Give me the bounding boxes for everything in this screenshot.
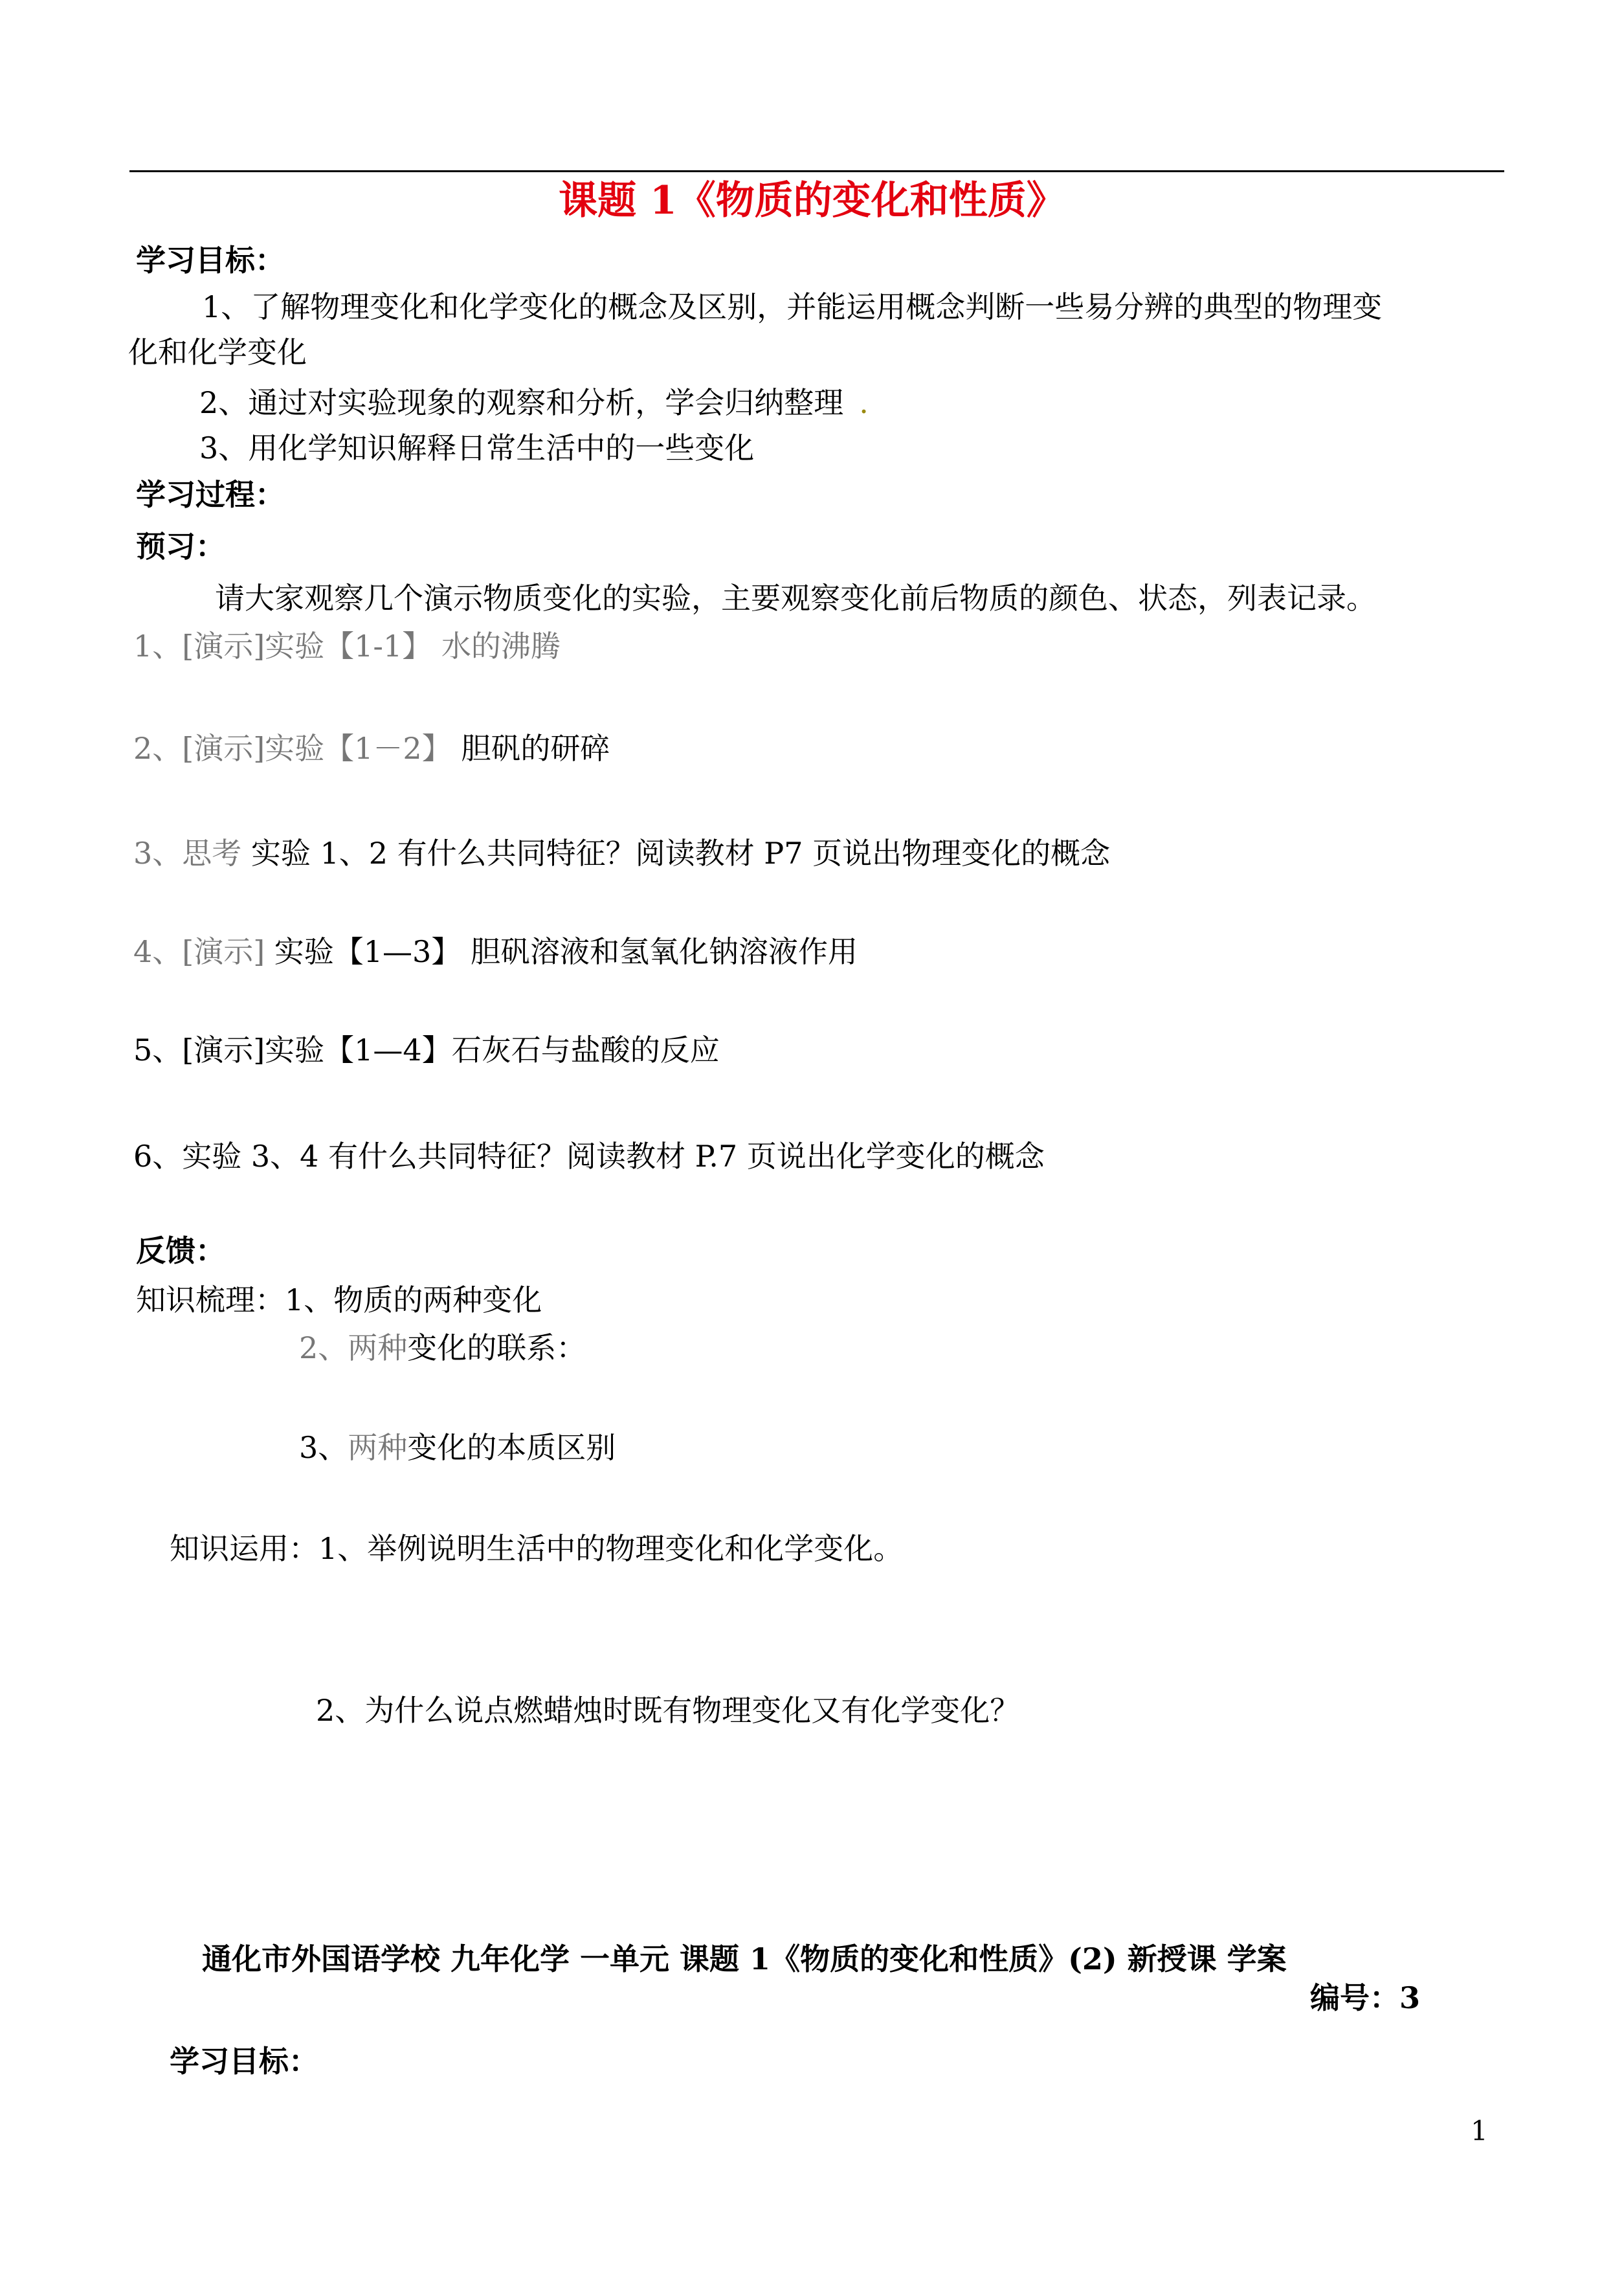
footer-header-line: 通化市外国语学校 九年化学 一单元 课题 1《物质的变化和性质》(2) 新授课 学案 [202,1941,1287,1976]
feedback-heading: 反馈： [136,1233,225,1268]
page-number: 1 [1471,2115,1488,2147]
knowledge-3-text: 变化的本质区别 [407,1430,616,1465]
application-1: 知识运用：1、举例说明生活中的物理变化和化学变化。 [170,1531,904,1566]
objective-3: 3、用化学知识解释日常生活中的一些变化 [199,431,755,465]
knowledge-3-gray: 两种 [348,1430,408,1465]
knowledge-3-num: 3、 [299,1430,348,1465]
experiment-2 [133,729,610,768]
process-heading: 学习过程： [136,477,285,512]
experiment-3 [133,834,1110,873]
knowledge-2 [299,1328,586,1367]
experiment-4-prefix: 4、[演示] [133,934,265,969]
preview-intro: 请大家观察几个演示物质变化的实验，主要观察变化前后物质的颜色、状态，列表记录。 [215,581,1376,616]
objective-1-line-1: 1、了解物理变化和化学变化的概念及区别，并能运用概念判断一些易分辨的典型的物理变 [202,289,1383,324]
experiment-1-prefix: 1、[演示]实验【1-1】 [133,629,432,664]
preview-heading: 预习： [136,529,225,564]
experiment-3-text: 实验 1、2 有什么共同特征？阅读教材 P7 页说出物理变化的概念 [241,836,1111,871]
application-2: 2、为什么说点燃蜡烛时既有物理变化又有化学变化？ [316,1693,1020,1728]
footer-number: 编号：3 [1310,1980,1421,2015]
objective-2-dot: . [859,385,869,420]
objective-1-line-2: 化和化学变化 [128,335,307,370]
experiment-3-prefix: 3、思考 [133,836,242,871]
objective-2 [199,383,869,422]
experiment-5: 5、[演示]实验【1—4】石灰石与盐酸的反应 [133,1033,720,1068]
experiment-2-prefix: 2、[演示]实验【1－2】 [133,731,452,766]
knowledge-1: 知识梳理：1、物质的两种变化 [136,1282,542,1317]
objectives-heading: 学习目标： [136,243,285,278]
experiment-4 [133,932,858,971]
experiment-6: 6、实验 3、4 有什么共同特征？阅读教材 P.7 页说出化学变化的概念 [133,1139,1045,1174]
top-rule [129,170,1504,172]
experiment-2-text: 胆矾的研碎 [451,731,610,766]
knowledge-3 [299,1428,616,1467]
experiment-4-text: 实验【1—3】 胆矾溶液和氢氧化钠溶液作用 [265,934,858,969]
experiment-1 [133,627,561,666]
experiment-1-text: 水的沸腾 [432,629,561,664]
footer-objectives-heading: 学习目标： [170,2044,318,2079]
page-title: 课题 1《物质的变化和性质》 [559,178,1065,223]
knowledge-2-text: 变化的联系： [407,1330,586,1365]
knowledge-2-num: 2、两种 [299,1330,408,1365]
objective-2-text: 2、通过对实验现象的观察和分析，学会归纳整理 [199,385,844,420]
